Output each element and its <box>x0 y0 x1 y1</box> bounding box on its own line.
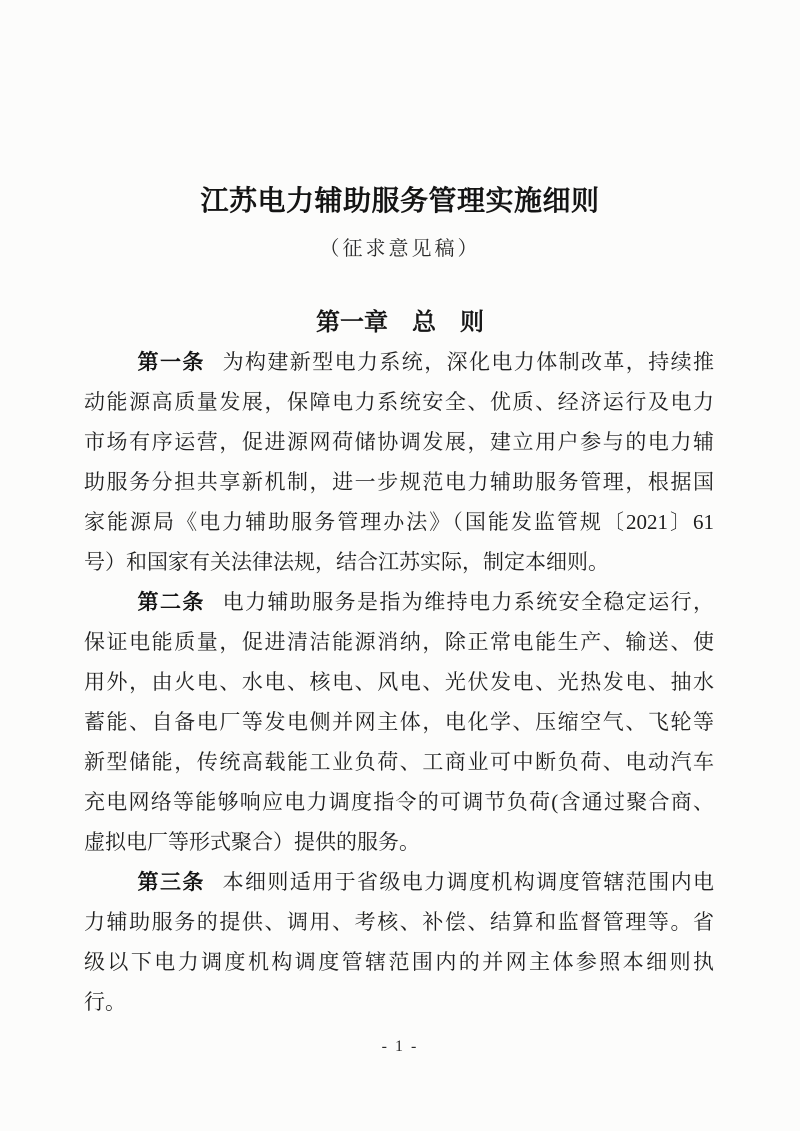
text-line: 市场有序运营，促进源网荷储协调发展，建立用户参与的电力辅 <box>84 430 714 454</box>
text-line: 级以下电力调度机构调度管辖范围内的并网主体参照本细则执 <box>84 950 714 974</box>
page-number: - 1 - <box>381 1038 419 1055</box>
text-line: 蓄能、自备电厂等发电侧并网主体，电化学、压缩空气、飞轮等 <box>84 710 714 734</box>
text-line: 保证电能质量，促进清洁能源消纳，除正常电能生产、输送、使 <box>84 630 714 654</box>
document-body <box>84 342 714 1022</box>
text-line <box>84 582 714 622</box>
article-number: 第三条 <box>137 870 205 894</box>
article-text: 为构建新型电力系统，深化电力体制改革，持续推 <box>222 350 714 374</box>
text-line: 充电网络等能够响应电力调度指令的可调节负荷(含通过聚合商、 <box>84 790 714 814</box>
article-text: 本细则适用于省级电力调度机构调度管辖范围内电 <box>222 870 714 894</box>
article-number: 第一条 <box>137 350 205 374</box>
document-subtitle: （征求意见稿） <box>319 238 481 260</box>
article-number: 第二条 <box>137 590 205 614</box>
text-line: 力辅助服务的提供、调用、考核、补偿、结算和监督管理等。省 <box>84 910 714 934</box>
document-title: 江苏电力辅助服务管理实施细则 <box>200 186 600 217</box>
text-line: 助服务分担共享新机制，进一步规范电力辅助服务管理，根据国 <box>84 470 714 494</box>
text-line: 号）和国家有关法律法规，结合江苏实际，制定本细则。 <box>84 550 609 574</box>
text-line: 家能源局《电力辅助服务管理办法》（国能发监管规〔2021〕61 <box>84 510 714 534</box>
text-line <box>84 342 714 382</box>
text-line: 用外，由火电、水电、核电、风电、光伏发电、光热发电、抽水 <box>84 670 714 694</box>
chapter-heading: 第一章 总 则 <box>316 310 484 336</box>
text-line: 虚拟电厂等形式聚合）提供的服务。 <box>84 830 420 854</box>
article-text: 电力辅助服务是指为维持电力系统安全稳定运行， <box>222 590 714 614</box>
text-line: 动能源高质量发展，保障电力系统安全、优质、经济运行及电力 <box>84 390 714 414</box>
text-line <box>84 862 714 902</box>
text-line: 新型储能，传统高载能工业负荷、工商业可中断负荷、电动汽车 <box>84 750 714 774</box>
text-line: 行。 <box>84 990 126 1014</box>
